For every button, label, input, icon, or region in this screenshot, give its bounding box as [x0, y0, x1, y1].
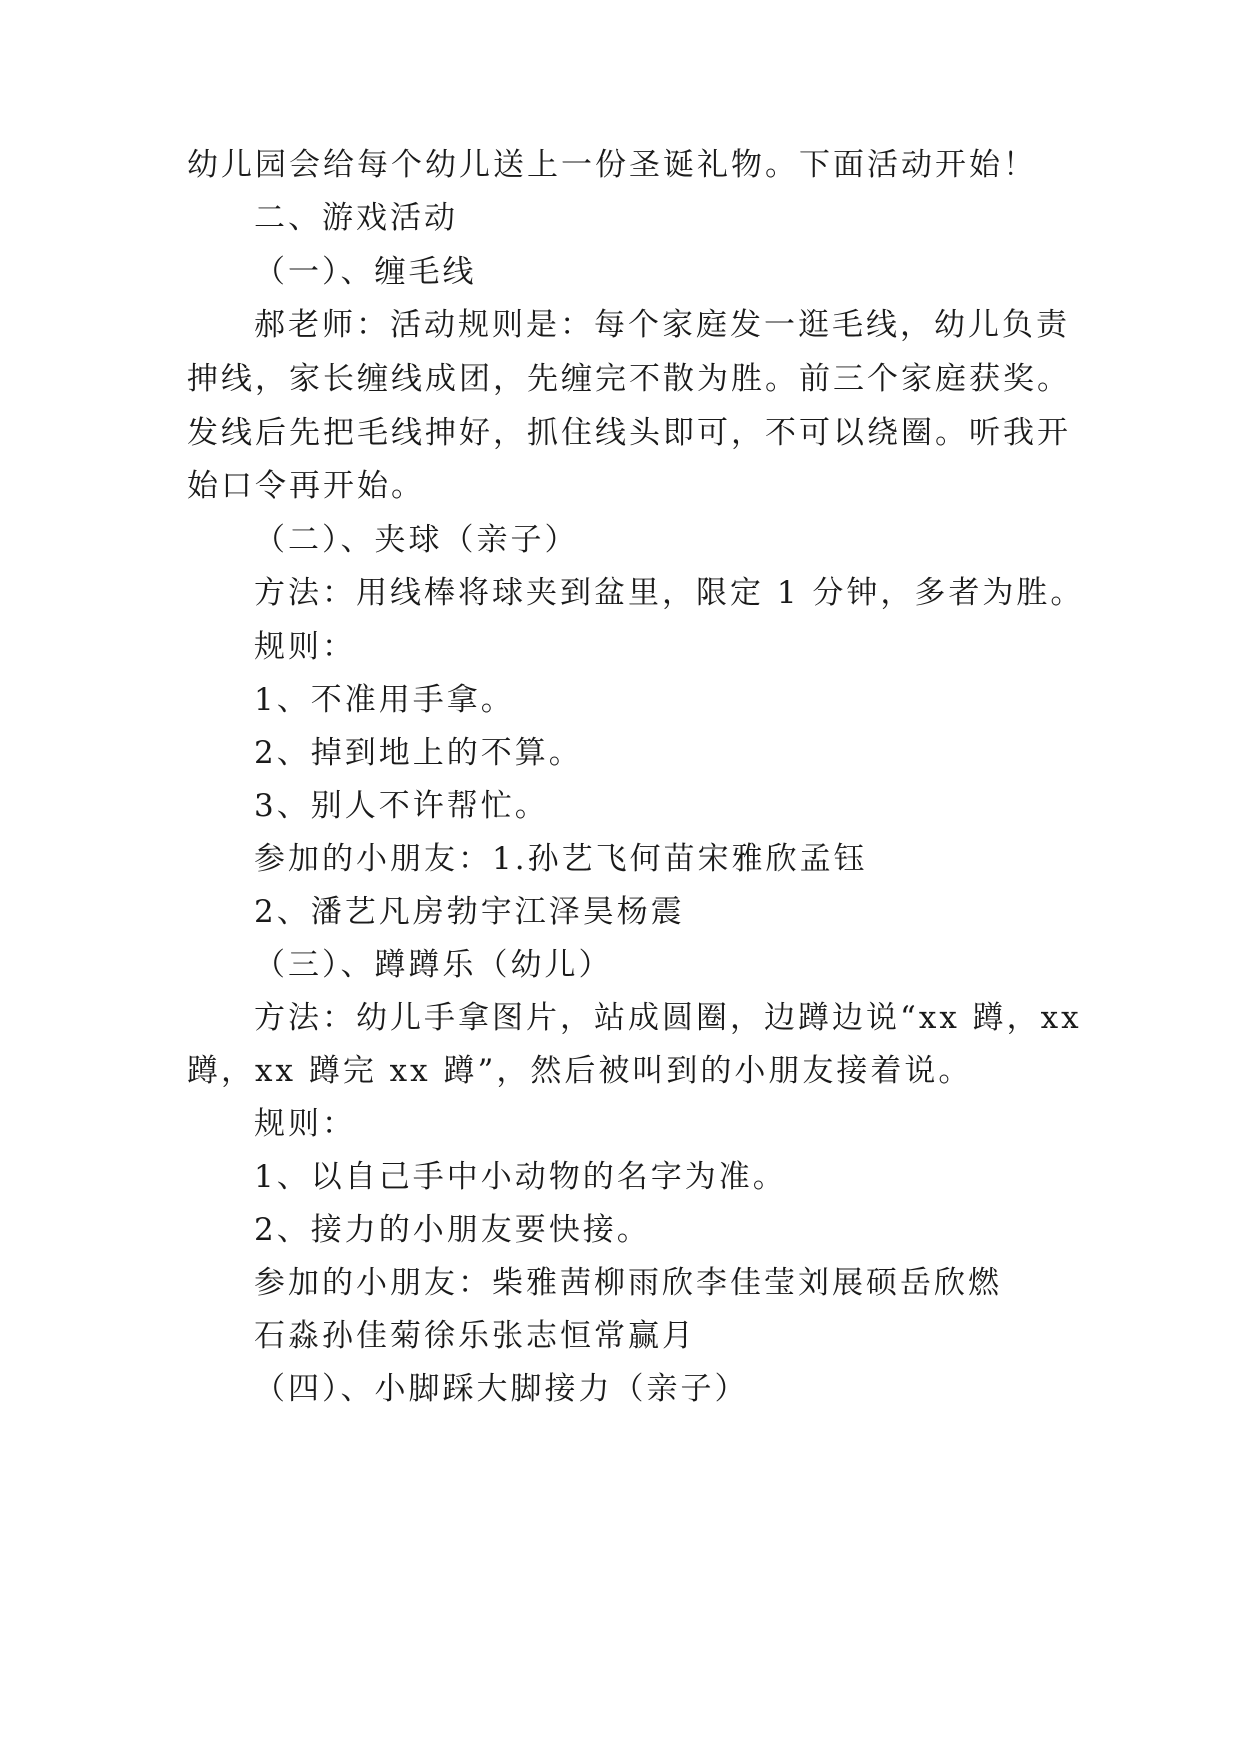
participants-line: 2、潘艺凡房勃宇江泽昊杨震	[254, 894, 685, 930]
subsection-heading: （四）、小脚踩大脚接力（亲子）	[254, 1371, 749, 1407]
rules-label: 规则：	[254, 1106, 356, 1142]
participants-line: 石淼孙佳菊徐乐张志恒常赢月	[254, 1318, 696, 1354]
paragraph-line: 方法：用线棒将球夹到盆里，限定 1 分钟，多者为胜。	[254, 575, 1085, 611]
list-item: 1、以自己手中小动物的名字为准。	[254, 1159, 787, 1195]
subsection-heading: （一）、缠毛线	[254, 254, 477, 290]
paragraph-line: 幼儿园会给每个幼儿送上一份圣诞礼物。下面活动开始！	[187, 147, 1037, 183]
list-item: 2、接力的小朋友要快接。	[254, 1212, 651, 1248]
list-item: 3、别人不许帮忙。	[254, 788, 549, 824]
participants-line: 参加的小朋友：柴雅茜柳雨欣李佳莹刘展硕岳欣燃	[254, 1265, 1002, 1301]
paragraph-line: 方法：幼儿手拿图片，站成圆圈，边蹲边说“xx 蹲，xx	[254, 1000, 1082, 1036]
paragraph-line: 抻线，家长缠线成团，先缠完不散为胜。前三个家庭获奖。	[187, 361, 1071, 397]
subsection-heading: （三）、蹲蹲乐（幼儿）	[254, 947, 613, 983]
rules-label: 规则：	[254, 629, 356, 665]
participants-line: 参加的小朋友：1.孙艺飞何苗宋雅欣孟钰	[254, 841, 868, 877]
paragraph-line: 始口令再开始。	[187, 468, 425, 504]
paragraph-line: 蹲，xx 蹲完 xx 蹲”，然后被叫到的小朋友接着说。	[187, 1053, 973, 1089]
list-item: 2、掉到地上的不算。	[254, 735, 583, 771]
paragraph-line: 发线后先把毛线抻好，抓住线头即可，不可以绕圈。听我开	[187, 415, 1071, 451]
subsection-heading: （二）、夹球（亲子）	[254, 522, 579, 558]
list-item: 1、不准用手拿。	[254, 682, 515, 718]
paragraph-line: 郝老师：活动规则是：每个家庭发一逛毛线，幼儿负责	[254, 307, 1070, 343]
section-heading: 二、游戏活动	[254, 200, 458, 236]
